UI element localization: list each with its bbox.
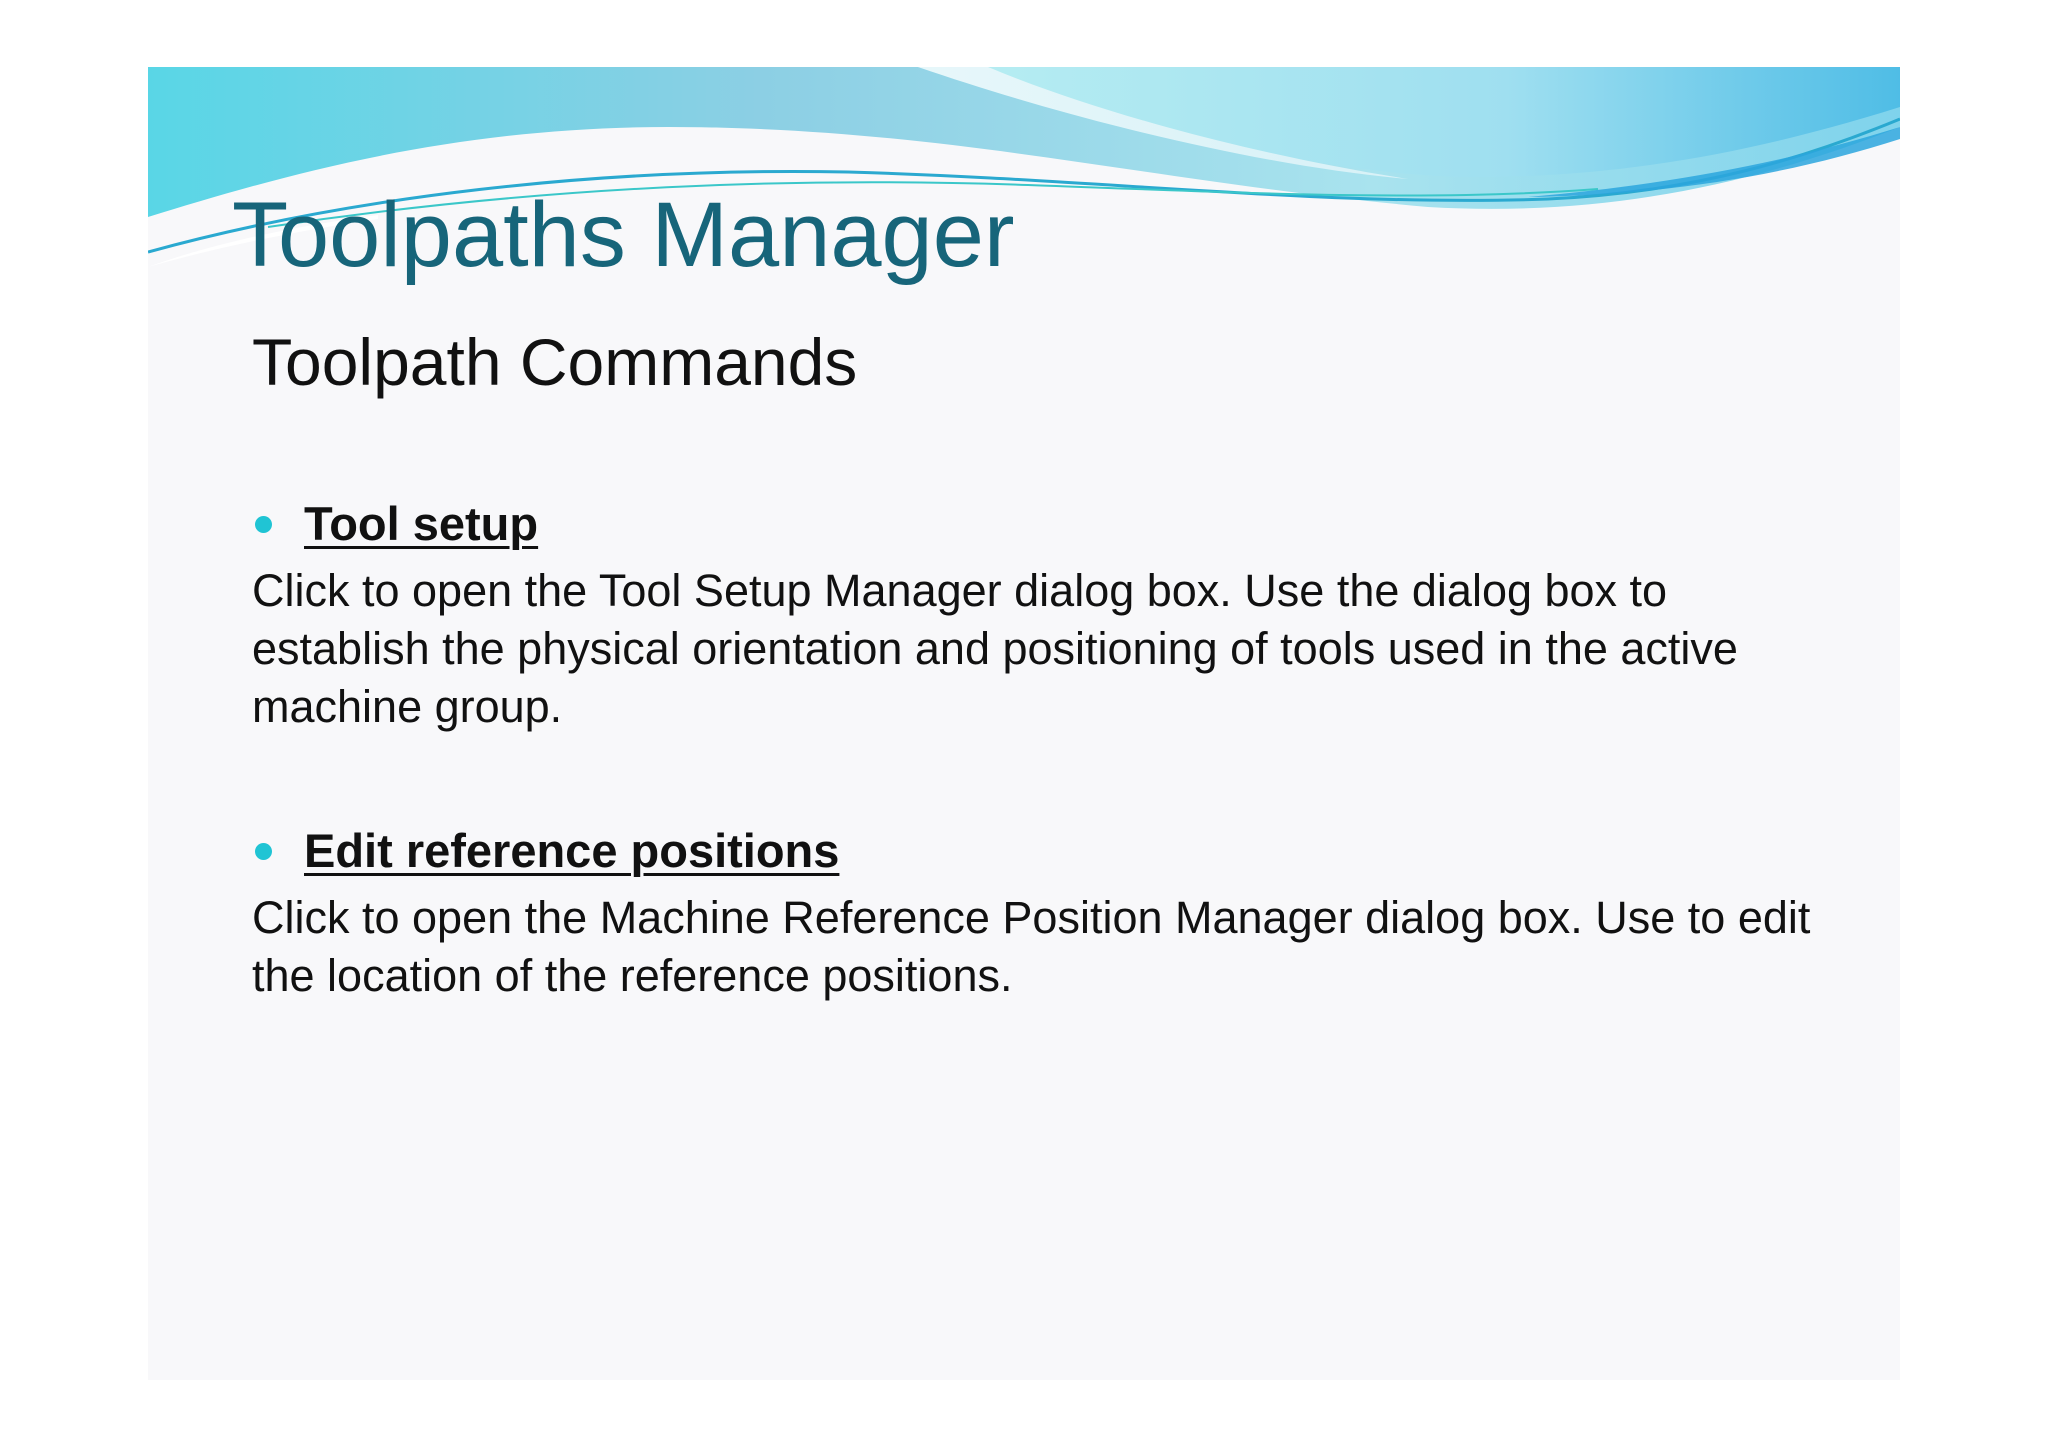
section-tool-setup: [252, 492, 1812, 736]
section-heading: [252, 492, 1812, 552]
section-heading-text: Edit reference positions: [304, 824, 840, 877]
slide-title: Toolpaths Manager: [232, 184, 1015, 286]
slide: [148, 67, 1900, 1380]
section-heading-text: Tool setup: [304, 497, 539, 550]
slide-subtitle: Toolpath Commands: [252, 325, 858, 399]
bullet-icon: [255, 843, 272, 860]
bullet-icon: [255, 516, 272, 533]
section-heading: [252, 819, 1812, 879]
section-edit-reference-positions: [252, 819, 1812, 1005]
section-body: Click to open the Tool Setup Manager dialog box. Use the dialog box to establish the physical orientation and positioning of tools used in the active machine group.: [252, 565, 1738, 732]
section-body: Click to open the Machine Reference Position Manager dialog box. Use to edit the location of the reference positions.: [252, 892, 1811, 1001]
